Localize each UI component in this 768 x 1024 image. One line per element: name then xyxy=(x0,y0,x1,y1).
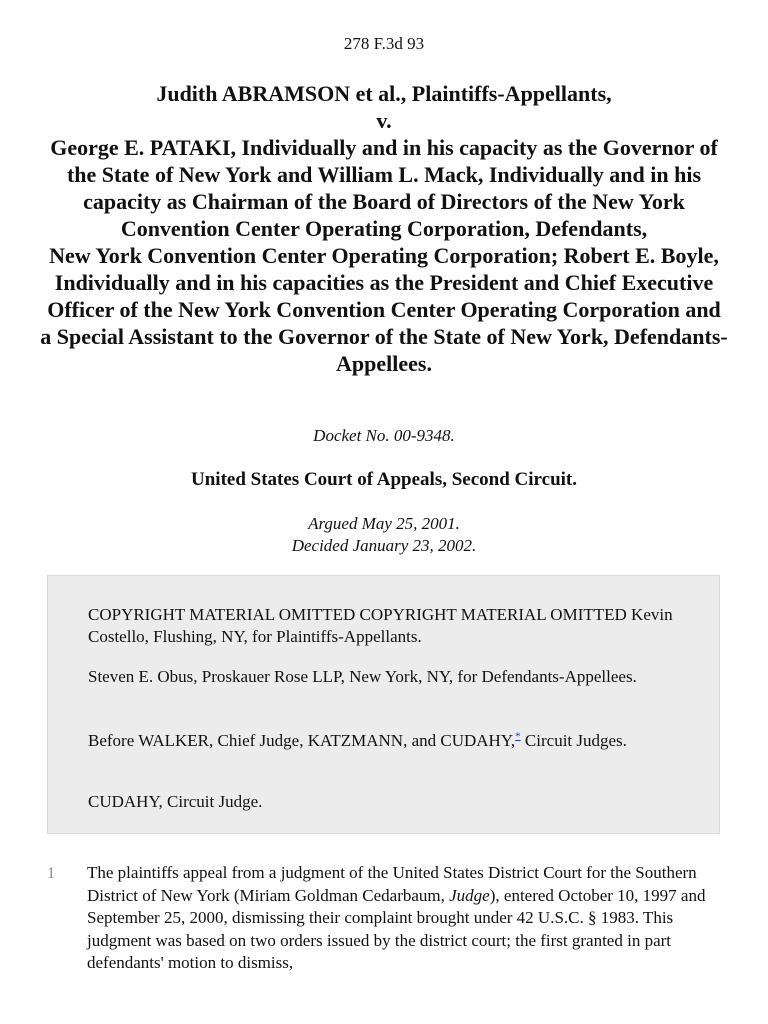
counsel-defendants: Steven E. Obus, Proskauer Rose LLP, New York, NY, for Defendants-Appellees. xyxy=(88,667,637,686)
caption-versus: v. xyxy=(376,108,392,133)
judge-italic: Judge xyxy=(449,885,490,905)
court-name: United States Court of Appeals, Second Circuit. xyxy=(191,469,577,490)
paragraph-text-end: ), entered October 10, 1997 and September 25, 2000, dismissing their complaint brought under 42 U.S.C. § 1983. This judgment was based on two orders issued by the district court; the first granted in part defendants' motion to dismiss, xyxy=(87,885,706,972)
caption-plaintiffs: Judith ABRAMSON et al., Plaintiffs-Appellants, xyxy=(156,81,612,106)
paragraph-number: 1 xyxy=(47,865,55,882)
case-citation: 278 F.3d 93 xyxy=(343,34,425,53)
counsel-info-box xyxy=(47,575,720,834)
opinion-author: CUDAHY, Circuit Judge. xyxy=(88,792,263,811)
caption-defendants: George E. PATAKI, Individually and in his capacity as the Governor of the State of New York and William L. Mack, Individually and in his capacity as Chairman of the Board of Directors of the New York Convention Center Operating Corporation, Defendants, xyxy=(50,135,718,241)
argued-date: Argued May 25, 2001. xyxy=(308,514,460,533)
paragraph-text xyxy=(87,862,727,975)
footnote-link[interactable]: * xyxy=(515,730,521,743)
case-dates xyxy=(0,513,768,557)
counsel-plaintiffs: COPYRIGHT MATERIAL OMITTED COPYRIGHT MATERIAL OMITTED Kevin Costello, Flushing, NY, for Plaintiffs-Appellants. xyxy=(88,605,673,646)
case-caption xyxy=(40,80,728,377)
paragraph-text-start: The plaintiffs appeal from a judgment of the United States District Court for the Southern District of New York (Miriam Goldman Cedarbaum, xyxy=(87,863,697,905)
panel-judges-suffix: Circuit Judges. xyxy=(520,731,627,750)
panel-judges-text: Before WALKER, Chief Judge, KATZMANN, and CUDAHY, xyxy=(88,731,516,750)
docket-number: Docket No. 00-9348. xyxy=(313,426,455,445)
caption-appellees: New York Convention Center Operating Corporation; Robert E. Boyle, Individually and in his capacities as the President and Chief Executive Officer of the New York Convention Center Operating Corporation and a Special Assistant to the Governor of the State of New York, Defendants-Appellees. xyxy=(40,243,728,376)
decided-date: Decided January 23, 2002. xyxy=(291,536,477,555)
panel-judges xyxy=(88,730,688,752)
